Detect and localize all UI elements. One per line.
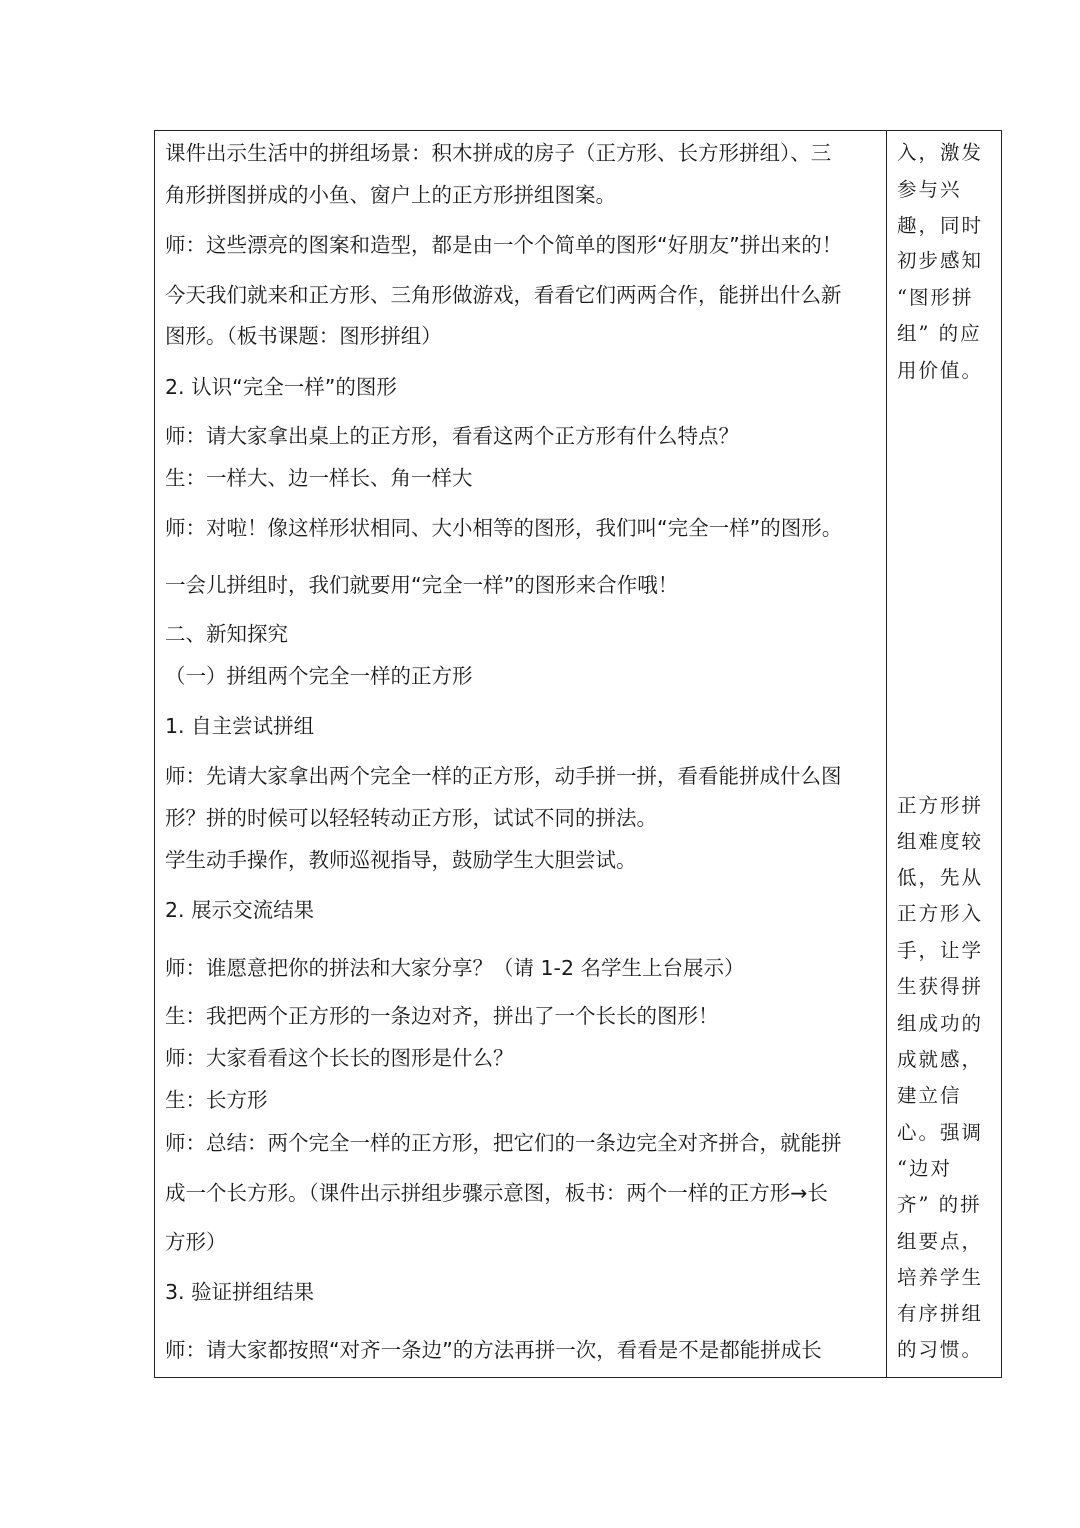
note-line: 的习惯。 <box>897 1338 984 1361</box>
note-line: “边对 <box>897 1157 952 1180</box>
note-line: 手，让学 <box>897 939 984 962</box>
text-line: 二、新知探究 <box>165 622 288 646</box>
text-line: 1. 自主尝试拼组 <box>165 714 315 738</box>
note-line: 正方形拼 <box>897 794 984 817</box>
note-line: 趣，同时 <box>897 214 984 237</box>
note-line: 成就感， <box>897 1048 984 1071</box>
column-divider <box>886 130 887 1378</box>
text-line: 学生动手操作，教师巡视指导，鼓励学生大胆尝试。 <box>165 848 637 872</box>
text-line: 2. 展示交流结果 <box>165 898 315 922</box>
text-line: 成一个长方形。（课件出示拼组步骤示意图，板书：两个一样的正方形→长 <box>165 1181 828 1205</box>
text-line: 角形拼图拼成的小鱼、窗户上的正方形拼组图案。 <box>165 183 616 207</box>
text-line: 一会儿拼组时，我们就要用“完全一样”的图形来合作哦！ <box>165 573 679 597</box>
note-line: 建立信 <box>897 1084 962 1107</box>
note-line: 入，激发 <box>897 141 984 164</box>
text-line: （一）拼组两个完全一样的正方形 <box>165 664 473 688</box>
text-line: 师：总结：两个完全一样的正方形，把它们的一条边完全对齐拼合，就能拼 <box>165 1131 842 1155</box>
text-line: 师：请大家都按照“对齐一条边”的方法再拼一次，看看是不是都能拼成长 <box>165 1338 822 1362</box>
text-line: 2. 认识“完全一样”的图形 <box>165 375 397 399</box>
text-line: 图形。（板书课题：图形拼组） <box>165 324 442 348</box>
text-line: 今天我们就来和正方形、三角形做游戏，看看它们两两合作，能拼出什么新 <box>165 283 842 307</box>
note-line: 组难度较 <box>897 830 984 853</box>
text-line: 师：请大家拿出桌上的正方形，看看这两个正方形有什么特点？ <box>165 424 739 448</box>
text-line: 3. 验证拼组结果 <box>165 1280 315 1304</box>
note-line: 心。强调 <box>897 1121 984 1144</box>
text-line: 课件出示生活中的拼组场景：积木拼成的房子（正方形、长方形拼组）、三 <box>165 141 832 165</box>
text-line: 生：我把两个正方形的一条边对齐，拼出了一个长长的图形！ <box>165 1004 719 1028</box>
note-line: 生获得拼 <box>897 975 984 998</box>
text-line: 方形） <box>165 1230 227 1254</box>
note-line: 组成功的 <box>897 1012 984 1035</box>
note-line: 初步感知 <box>897 249 984 272</box>
note-line: 用价值。 <box>897 359 984 382</box>
note-line: 低，先从 <box>897 866 984 889</box>
text-line: 师：对啦！像这样形状相同、大小相等的图形，我们叫“完全一样”的图形。 <box>165 516 843 540</box>
note-line: 参与兴 <box>897 178 962 201</box>
note-line: 组要点， <box>897 1230 984 1253</box>
text-line: 师：先请大家拿出两个完全一样的正方形，动手拼一拼，看看能拼成什么图 <box>165 764 842 788</box>
note-line: 正方形入 <box>897 902 984 925</box>
text-line: 师：大家看看这个长长的图形是什么？ <box>165 1046 514 1070</box>
note-line: 组” 的应 <box>897 322 982 345</box>
note-line: 有序拼组 <box>897 1302 984 1325</box>
note-line: “图形拼 <box>897 286 974 309</box>
text-line: 生：一样大、边一样长、角一样大 <box>165 466 473 490</box>
text-line: 师：谁愿意把你的拼法和大家分享？（请 1-2 名学生上台展示） <box>165 956 745 980</box>
note-line: 培养学生 <box>897 1266 984 1289</box>
text-line: 师：这些漂亮的图案和造型，都是由一个个简单的图形“好朋友”拼出来的！ <box>165 233 843 257</box>
text-line: 生：长方形 <box>165 1088 268 1112</box>
text-line: 形？拼的时候可以轻轻转动正方形，试试不同的拼法。 <box>165 806 657 830</box>
note-line: 齐” 的拼 <box>897 1193 982 1216</box>
